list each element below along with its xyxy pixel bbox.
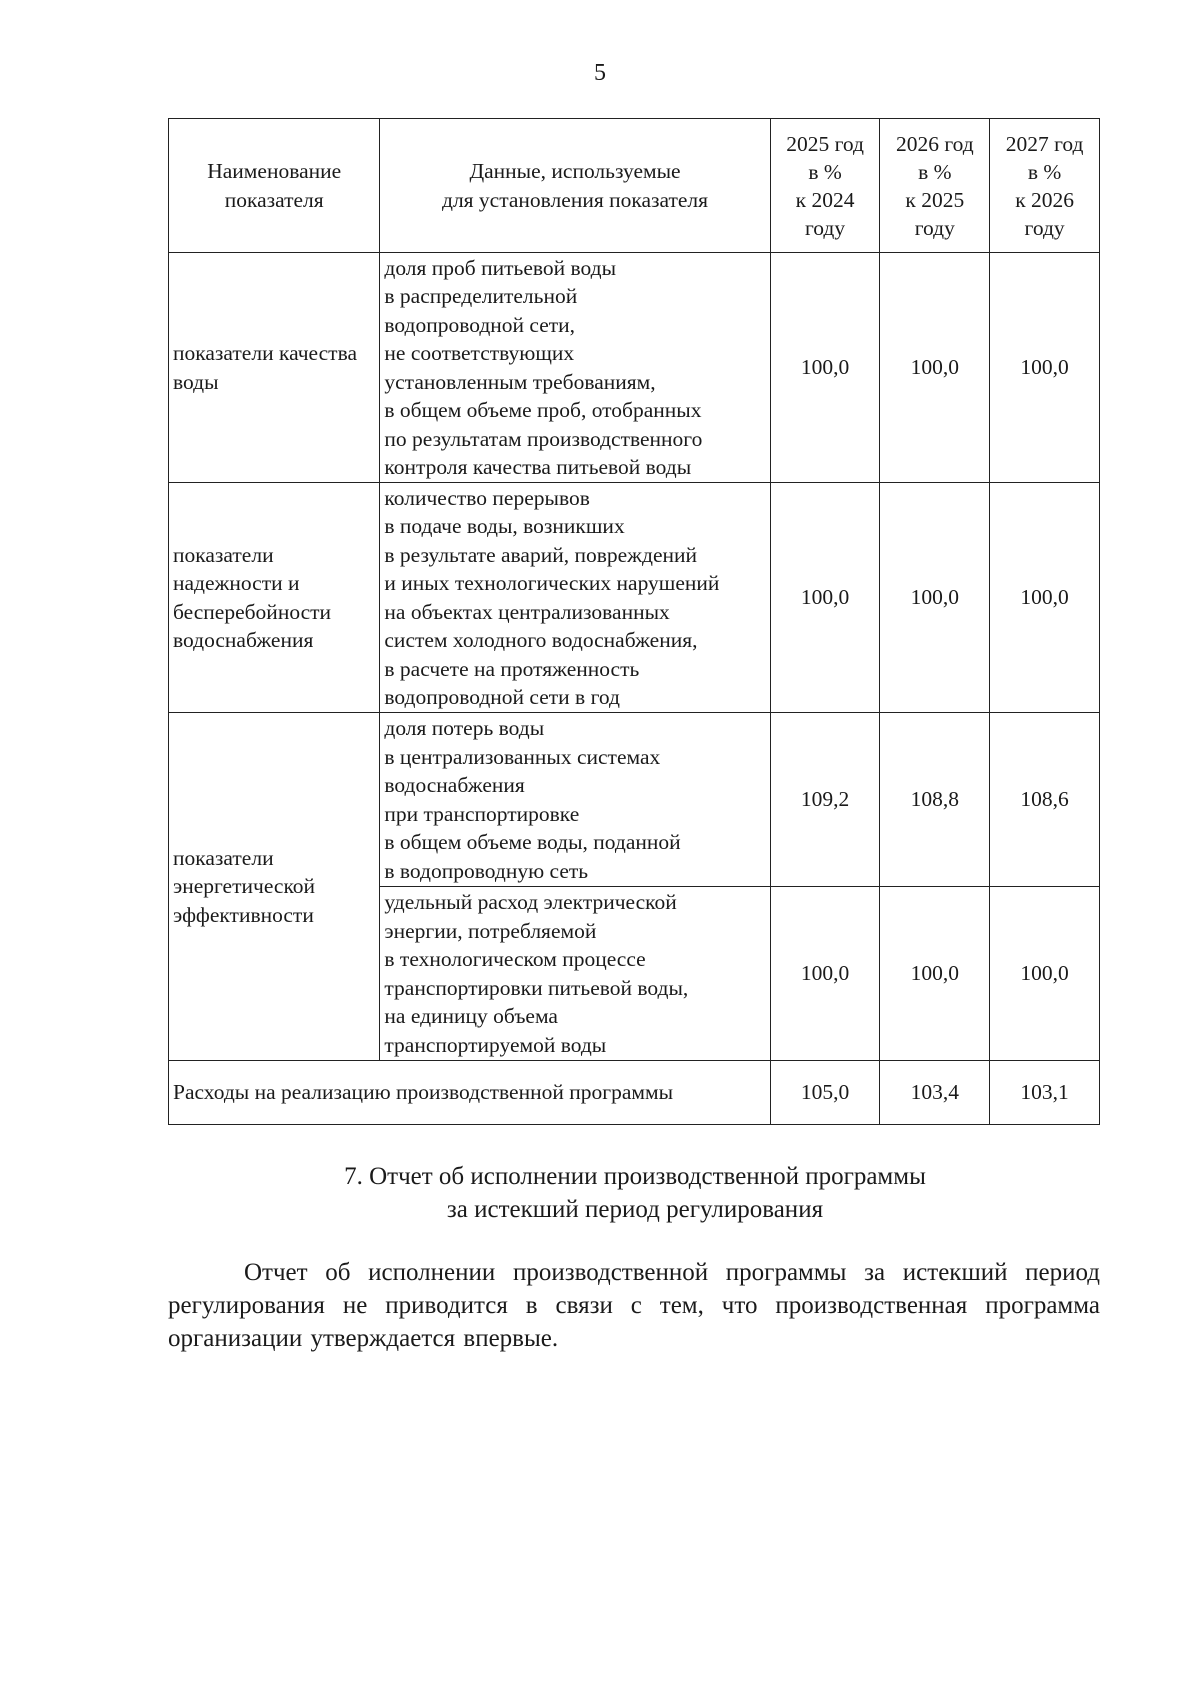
value-2025: 105,0 xyxy=(770,1061,880,1125)
value-2026: 100,0 xyxy=(880,887,990,1061)
indicator-name: показатели надежности и бесперебойности водоснабжения xyxy=(169,483,380,713)
indicators-table xyxy=(168,118,1100,1125)
value-2027: 100,0 xyxy=(990,253,1100,483)
value-2027: 108,6 xyxy=(990,713,1100,887)
indicator-data: удельный расход электрической энергии, потребляемой в технологическом процессе транспортировки питьевой воды, на единицу объема транспортируемой воды xyxy=(380,887,770,1061)
header-indicator-name: Наименование показателя xyxy=(169,119,380,253)
report-paragraph: Отчет об исполнении производственной программы за истекший период регулирования не приводится в связи с тем, что производственная программа организации утверждается впервые. xyxy=(168,1259,1100,1352)
indicator-data: доля проб питьевой воды в распределительной водопроводной сети, не соответствующих установленным требованиям, в общем объеме проб, отобранных по результатам производственного контроля качества питьевой воды xyxy=(380,253,770,483)
value-2025: 100,0 xyxy=(770,887,880,1061)
value-2025: 100,0 xyxy=(770,483,880,713)
header-indicator-data: Данные, используемые для установления показателя xyxy=(380,119,770,253)
header-2025: 2025 год в % к 2024 году xyxy=(770,119,880,253)
value-2025: 109,2 xyxy=(770,713,880,887)
section-title-line-1: 7. Отчет об исполнении производственной программы xyxy=(344,1163,926,1190)
table-header-row xyxy=(169,119,1100,253)
header-2026: 2026 год в % к 2025 году xyxy=(880,119,990,253)
table-row xyxy=(169,713,1100,887)
table-row xyxy=(169,483,1100,713)
indicator-name: показатели энергетической эффективности xyxy=(169,713,380,1061)
total-label: Расходы на реализацию производственной программы xyxy=(169,1061,771,1125)
value-2026: 108,8 xyxy=(880,713,990,887)
indicator-data: доля потерь воды в централизованных системах водоснабжения при транспортировке в общем объеме воды, поданной в водопроводную сеть xyxy=(380,713,770,887)
page-number: 5 xyxy=(594,60,606,86)
section-title xyxy=(0,1160,1200,1226)
value-2027: 103,1 xyxy=(990,1061,1100,1125)
value-2025: 100,0 xyxy=(770,253,880,483)
value-2027: 100,0 xyxy=(990,483,1100,713)
indicator-data: количество перерывов в подаче воды, возникших в результате аварий, повреждений и иных технологических нарушений на объектах централизованных систем холодного водоснабжения, в расчете на протяженность водопроводной сети в год xyxy=(380,483,770,713)
section-title-line-2: за истекший период регулирования xyxy=(446,1196,824,1223)
header-2027: 2027 год в % к 2026 году xyxy=(990,119,1100,253)
value-2026: 100,0 xyxy=(880,253,990,483)
value-2026: 100,0 xyxy=(880,483,990,713)
indicator-name: показатели качества воды xyxy=(169,253,380,483)
table-row xyxy=(169,253,1100,483)
table-total-row xyxy=(169,1061,1100,1125)
value-2026: 103,4 xyxy=(880,1061,990,1125)
value-2027: 100,0 xyxy=(990,887,1100,1061)
